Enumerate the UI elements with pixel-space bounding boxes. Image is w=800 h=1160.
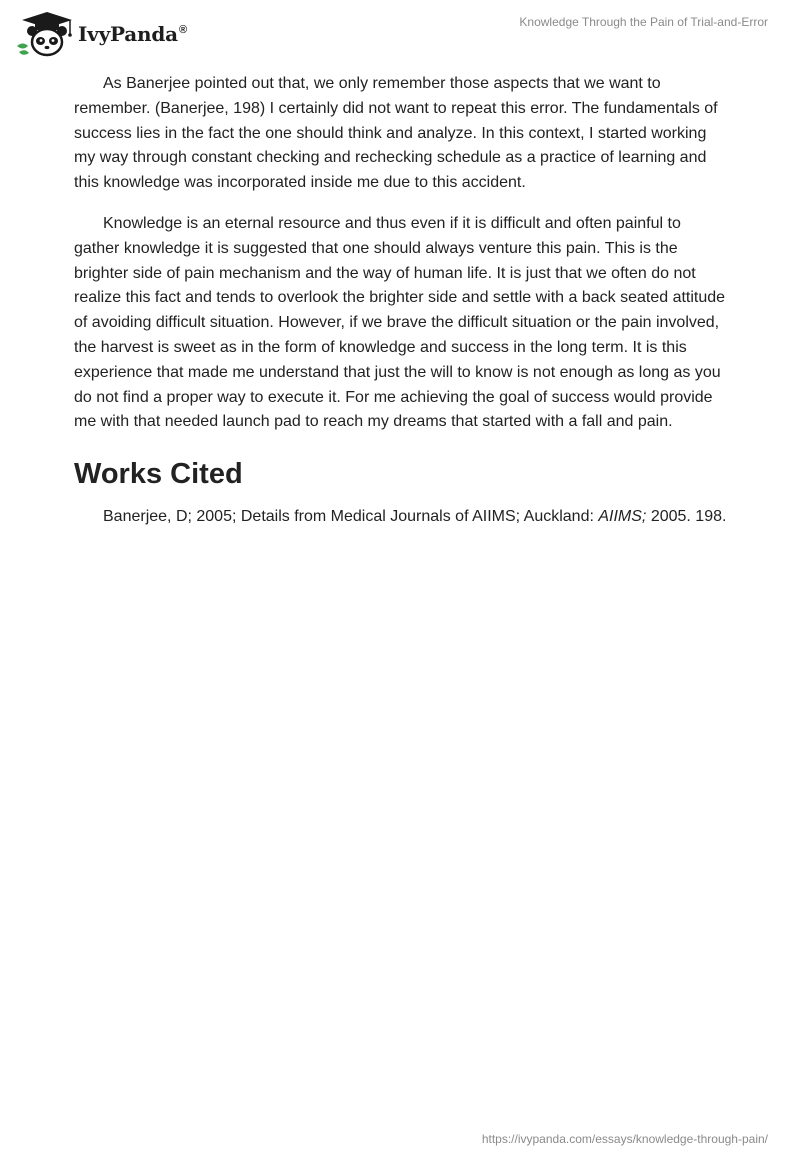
citation-text: Banerjee, D; 2005; Details from Medical Journals of AIIMS; Auckland:: [103, 508, 599, 526]
citation-year-page: 2005. 198.: [646, 508, 727, 526]
citation-entry: [74, 505, 729, 530]
works-cited-heading: Works Cited: [74, 458, 243, 491]
brand-name: IvyPanda®: [78, 22, 187, 46]
essay-content: [74, 72, 729, 546]
source-url[interactable]: https://ivypanda.com/essays/knowledge-through-pain/: [481, 1132, 768, 1146]
citation-publisher: AIIMS;: [598, 508, 647, 526]
panda-graduate-icon: [14, 8, 74, 58]
essay-paragraph: Knowledge is an eternal resource and thus even if it is difficult and often painful to gather knowledge it is suggested that one should always venture this pain. This is the brighter side of pain mechanism and the way of human life. It is just that we often do not realize this fact and tends to overlook the brighter side and settle with a back seated attitude of avoiding difficult situation. However, if we brave the difficult situation or the pain involved, the harvest is sweet as in the form of knowledge and success in the long term. It is this experience that made me understand that just the will to know is not enough as long as you do not find a proper way to execute it. For me achieving the goal of success would provide me with that needed launch pad to reach my dreams that started with a fall and pain.: [74, 214, 726, 431]
ivypanda-logo[interactable]: [14, 8, 187, 58]
document-title: Knowledge Through the Pain of Trial-and-Error: [519, 15, 768, 29]
essay-paragraph: As Banerjee pointed out that, we only remember those aspects that we want to remember. (Banerjee, 198) I certainly did not want to repeat this error. The fundamentals of success lies in the fact the one should think and analyze. In this context, I started working my way through constant checking and rechecking schedule as a practice of learning and this knowledge was incorporated inside me due to this accident.: [74, 75, 718, 192]
registered-mark: ®: [178, 24, 187, 37]
